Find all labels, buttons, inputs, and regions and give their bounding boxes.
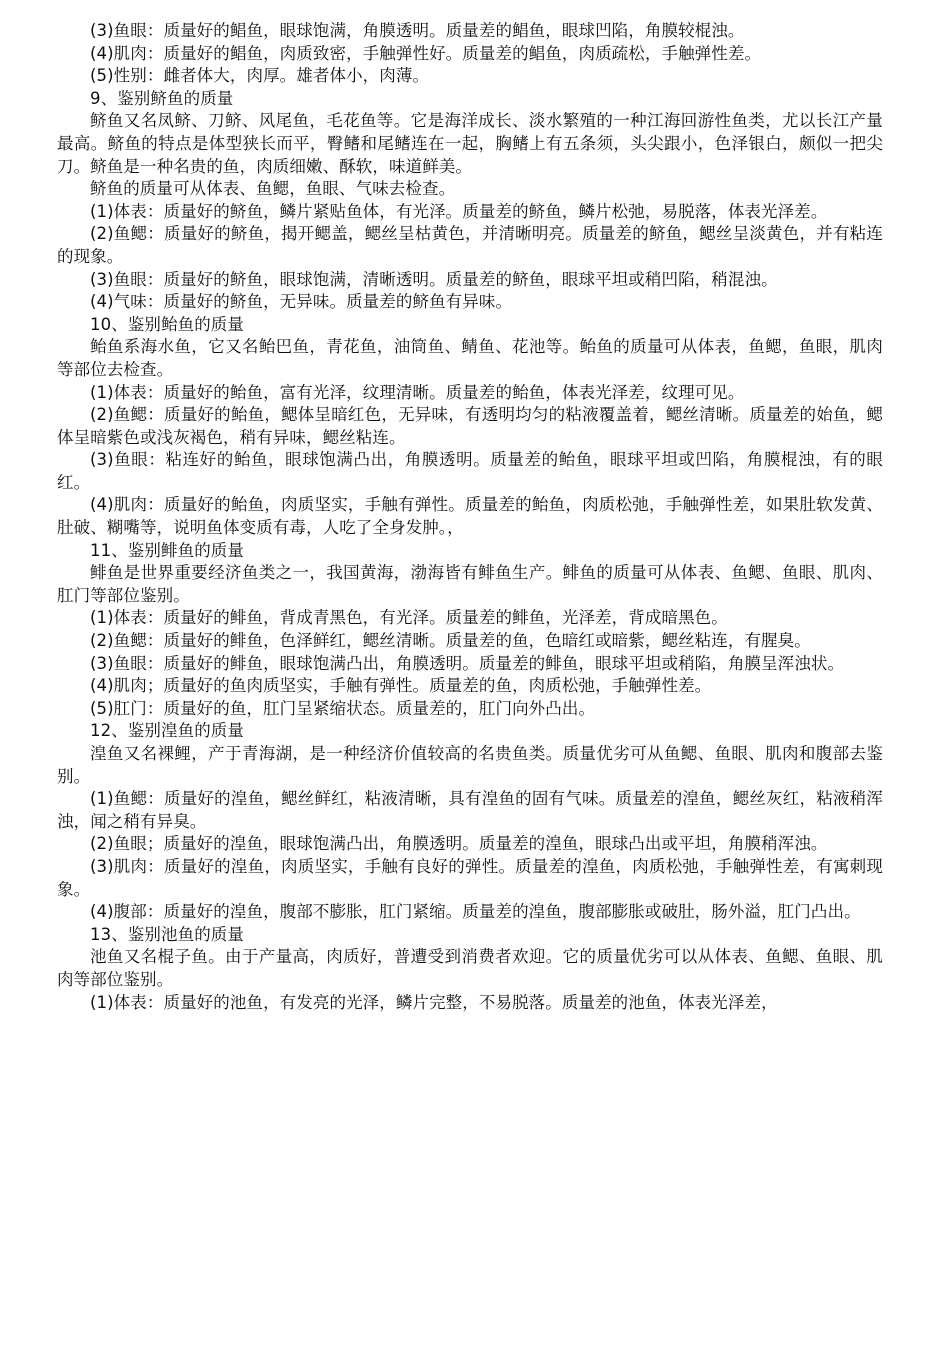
paragraph-28: (3)肌肉：质量好的湟鱼，肉质坚实，手触有良好的弹性。质量差的湟鱼，肉质松弛，手触弹性差，有寓刺现象。 <box>57 856 883 899</box>
paragraph-29: (4)腹部：质量好的湟鱼，腹部不膨胀，肛门紧缩。质量差的湟鱼，腹部膨胀或破肚，肠外溢，肛门凸出。 <box>90 902 861 922</box>
paragraph-27: (2)鱼眼；质量好的湟鱼，眼球饱满凸出，角膜透明。质量差的湟鱼，眼球凸出或平坦，角膜稍浑浊。 <box>90 834 828 854</box>
section-heading-9: 9、鉴别鲚鱼的质量 <box>90 88 234 108</box>
paragraph-32: (1)体表：质量好的池鱼，有发亮的光泽，鳞片完整，不易脱落。质量差的池鱼，体表光泽差， <box>90 992 778 1012</box>
section-heading-13: 13、鉴别池鱼的质量 <box>90 924 244 944</box>
section-heading-10: 10、鉴别鲐鱼的质量 <box>90 314 244 334</box>
paragraph-31: 池鱼又名棍子鱼。由于产量高，肉质好，普遭受到消费者欢迎。它的质量优劣可以从体表、鱼鳃、鱼眼、肌肉等部位鉴别。 <box>57 947 883 989</box>
paragraph-16: (4)肌肉：质量好的鲐鱼，肉质坚实，手触有弹性。质量差的鲐鱼，肉质松弛，手触弹性差，如果肚软发黄、肚破、糊嘴等，说明鱼体变质有毒，人吃了全身发肿。， <box>57 495 883 538</box>
paragraph-26: (1)鱼鳃：质量好的湟鱼，鳃丝鲜红，粘液清晰，具有湟鱼的固有气味。质量差的湟鱼，鳃丝灰红，粘液稍浑浊，闻之稍有异臭。 <box>57 789 883 831</box>
paragraph-1: (3)鱼眼：质量好的鲳鱼，眼球饱满，角膜透明。质量差的鲳鱼，眼球凹陷，角膜较棍浊。 <box>90 21 745 40</box>
paragraph-6: 鲚鱼的质量可从体表、鱼鳃，鱼眼、气味去检查。 <box>90 179 456 199</box>
paragraph-7: (1)体表：质量好的鲚鱼，鳞片紧贴鱼体，有光泽。质量差的鲚鱼，鳞片松弛，易脱落，体表光泽差。 <box>90 201 828 221</box>
paragraph-18: 鲱鱼是世界重要经济鱼类之一，我国黄海，渤海皆有鲱鱼生产。鲱鱼的质量可从体表、鱼鳃、鱼眼、肌肉、肛门等部位鉴别。 <box>57 563 883 605</box>
paragraph-3: (5)性别：雌者体大，肉厚。雄者体小，肉薄。 <box>90 66 430 86</box>
paragraph-13: (1)体表：质量好的鲐鱼，富有光泽，纹理清晰。质量差的鲐鱼，体表光泽差，纹理可见。 <box>90 382 745 402</box>
paragraph-14: (2)鱼鳃：质量好的鲐鱼，鳃体呈暗红色，无异味，有透明均匀的粘液覆盖着，鳃丝清晰。质量差的始鱼，鳃体呈暗紫色或浅灰褐色，稍有异味，鳃丝粘连。 <box>57 405 883 447</box>
paragraph-10: (4)气味：质量好的鲚鱼，无异味。质量差的鲚鱼有异味。 <box>90 292 513 312</box>
section-heading-12: 12、鉴别湟鱼的质量 <box>90 721 244 741</box>
paragraph-9: (3)鱼眼：质量好的鲚鱼，眼球饱满，清晰透明。质量差的鲚鱼，眼球平坦或稍凹陷，稍混浊。 <box>90 269 778 289</box>
paragraph-21: (3)鱼眼：质量好的鲱鱼，眼球饱满凸出，角膜透明。质量差的鲱鱼，眼球平坦或稍陷，角膜呈浑浊状。 <box>90 653 845 673</box>
paragraph-8: (2)鱼鳃：质量好的鲚鱼，揭开鳃盖，鳃丝呈枯黄色，并清晰明亮。质量差的鲚鱼，鳃丝呈淡黄色，并有粘连的现象。 <box>57 224 883 266</box>
paragraph-23: (5)肛门：质量好的鱼，肛门呈紧缩状态。质量差的，肛门向外凸出。 <box>90 698 596 718</box>
paragraph-20: (2)鱼鳃：质量好的鲱鱼，色泽鲜红，鳃丝清晰。质量差的鱼，色暗红或暗紫，鳃丝粘连，有腥臭。 <box>90 631 811 651</box>
paragraph-12: 鲐鱼系海水鱼，它又名鲐巴鱼，青花鱼，油筒鱼、鲭鱼、花池等。鲐鱼的质量可从体表，鱼鳃，鱼眼，肌肉等部位去检查。 <box>57 337 883 379</box>
paragraph-15: (3)鱼眼：粘连好的鲐鱼，眼球饱满凸出，角膜透明。质量差的鲐鱼，眼球平坦或凹陷，角膜棍浊，有的眼红。 <box>57 450 883 492</box>
paragraph-5: 鲚鱼又名凤鲚、刀鲚、风尾鱼，毛花鱼等。它是海洋成长、淡水繁殖的一种江海回游性鱼类，尤以长江产量最高。鲚鱼的特点是体型狭长而平，臀鳍和尾鳍连在一起，胸鳍上有五条须，头尖跟小，色泽银白，颇似一把尖刀。鲚鱼是一种名贵的鱼，肉质细嫩、酥软，味道鲜美。 <box>57 111 883 176</box>
paragraph-2: (4)肌肉：质量好的鲳鱼，肉质致密，手触弹性好。质量差的鲳鱼，肉质疏松，手触弹性差。 <box>90 43 762 63</box>
section-heading-11: 11、鉴别鲱鱼的质量 <box>90 540 244 560</box>
paragraph-25: 湟鱼又名裸鲤，产于青海湖，是一种经济价值较高的名贵鱼类。质量优劣可从鱼鳃、鱼眼、肌肉和腹部去鉴别。 <box>57 744 883 786</box>
paragraph-22: (4)肌肉；质量好的鱼肉质坚实，手触有弹性。质量差的鱼，肉质松弛，手触弹性差。 <box>90 676 712 696</box>
paragraph-19: (1)体表：质量好的鲱鱼，背成青黑色，有光泽。质量差的鲱鱼，光泽差，背成暗黑色。 <box>90 608 728 628</box>
